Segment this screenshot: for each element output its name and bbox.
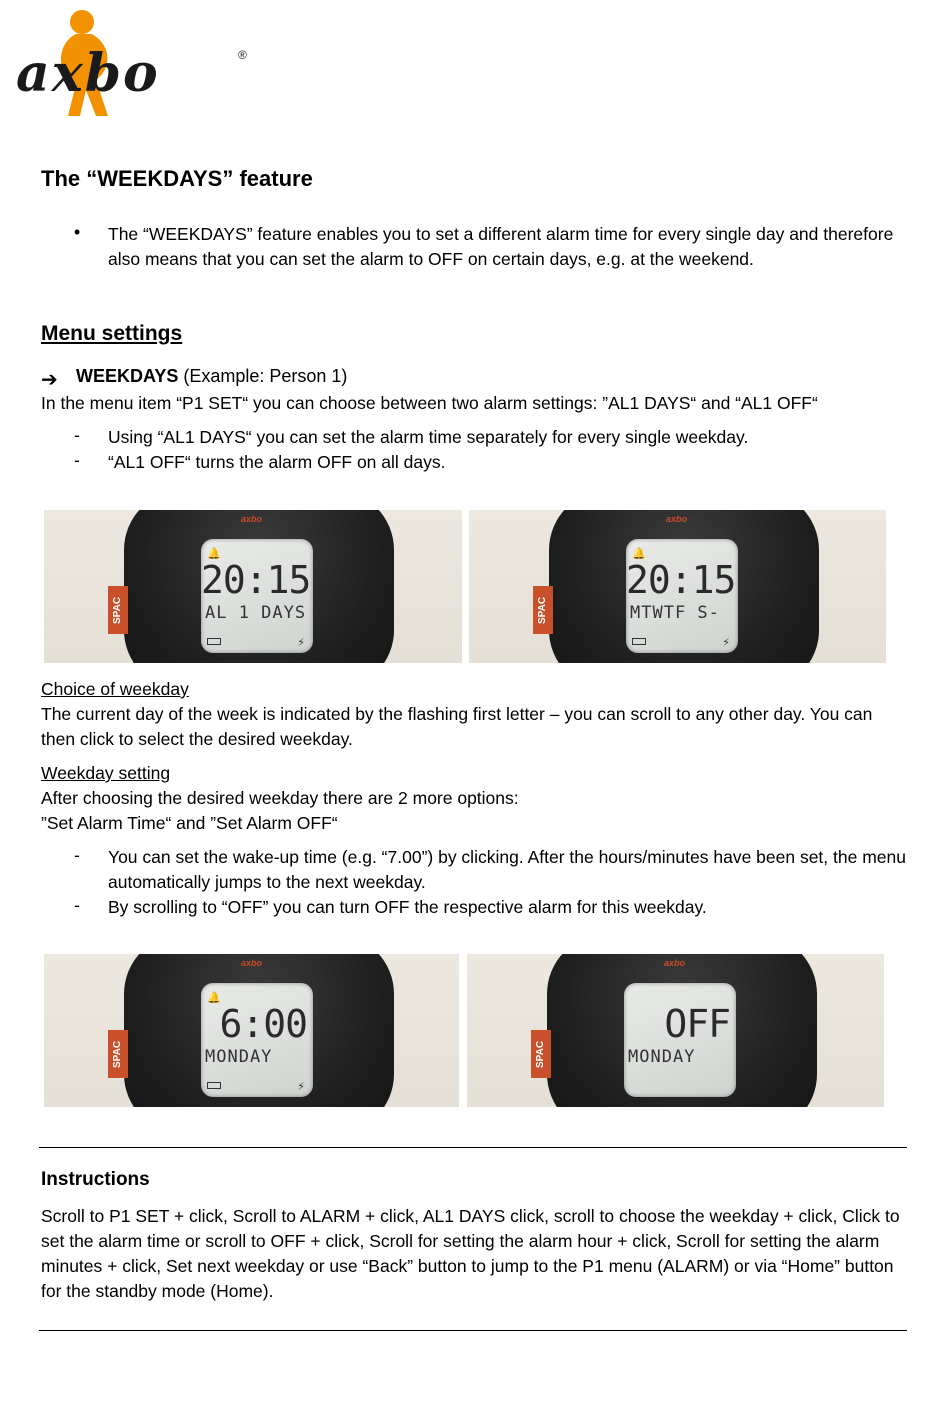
page-title: The “WEEKDAYS” feature: [41, 166, 313, 191]
weekday-setting-heading: Weekday setting: [41, 763, 171, 783]
bolt-icon: ⚡: [722, 637, 730, 649]
device-photo: [44, 510, 462, 663]
lcd-text: MONDAY: [628, 1047, 696, 1067]
menu-point-1: Using “AL1 DAYS“ you can set the alarm time separately for every single weekday.: [108, 427, 749, 447]
weekdays-label: WEEKDAYS: [76, 366, 179, 386]
battery-icon: [207, 1082, 221, 1089]
registered-mark: ®: [238, 48, 247, 62]
dash-marker: -: [74, 895, 80, 915]
axbo-logo: [16, 4, 247, 122]
bell-icon: 🔔: [207, 548, 221, 560]
weekday-setting-line2: ”Set Alarm Time“ and ”Set Alarm OFF“: [41, 813, 338, 833]
choice-weekday-text: The current day of the week is indicated by the flashing first letter – you can scroll to any other day. You can then click to select the desired weekday.: [41, 704, 873, 749]
lcd-display: [201, 983, 313, 1097]
lcd-text: MONDAY: [205, 1047, 273, 1067]
battery-icon: [632, 638, 646, 645]
device-brand: axbo: [664, 958, 686, 968]
device-tag: SPAC: [531, 1030, 551, 1078]
lcd-time: OFF: [664, 1002, 730, 1046]
weekdays-item: [76, 366, 347, 387]
dash-marker: -: [74, 450, 80, 470]
menu-point-2: “AL1 OFF“ turns the alarm OFF on all days.: [108, 452, 446, 472]
menu-description: In the menu item “P1 SET“ you can choose between two alarm settings: ”AL1 DAYS“ and “AL1 OFF“: [41, 393, 818, 413]
weekday-point-2: By scrolling to “OFF” you can turn OFF the respective alarm for this weekday.: [108, 897, 707, 917]
device-brand: axbo: [241, 514, 263, 524]
lcd-time: 20:15: [626, 558, 736, 602]
device-tag: SPAC: [108, 1030, 128, 1078]
device-photo: [467, 954, 884, 1107]
weekdays-example: (Example: Person 1): [178, 366, 348, 386]
intro-text: The “WEEKDAYS” feature enables you to set a different alarm time for every single day and therefore also means that you can set the alarm to OFF on certain days, e.g. at the weekend.: [108, 224, 894, 269]
choice-weekday-heading: Choice of weekday: [41, 679, 189, 699]
bolt-icon: ⚡: [297, 637, 305, 649]
bell-icon: 🔔: [632, 548, 646, 560]
device-tag: SPAC: [108, 586, 128, 634]
instructions-heading: Instructions: [41, 1169, 150, 1190]
battery-icon: [207, 638, 221, 645]
divider: [39, 1330, 907, 1331]
lcd-time: 20:15: [201, 558, 311, 602]
logo-wordmark: axbo: [16, 43, 160, 104]
divider: [39, 1147, 907, 1148]
lcd-time: 6:00: [219, 1002, 307, 1046]
weekday-point-1: You can set the wake-up time (e.g. “7.00”) by clicking. After the hours/minutes have been set, the menu automatically jumps to the next weekday.: [108, 847, 906, 892]
lcd-text: MTWTF S-: [630, 603, 720, 623]
lcd-display: [201, 539, 313, 653]
device-brand: axbo: [241, 958, 263, 968]
lcd-display: [626, 539, 738, 653]
lcd-text: AL 1 DAYS: [205, 603, 307, 623]
device-brand: axbo: [666, 514, 688, 524]
bullet-icon: •: [74, 222, 81, 242]
device-tag: SPAC: [533, 586, 553, 634]
menu-settings-heading: Menu settings: [41, 322, 183, 345]
instructions-text: Scroll to P1 SET + click, Scroll to ALARM + click, AL1 DAYS click, scroll to choose the weekday + click, Click to set the alarm time or scroll to OFF + click, Scroll for setting the alarm hour + click, Scroll for setting the alarm minutes + click, Set next weekday or use “Back” button to jump to the P1 menu (ALARM) or via “Home” button for the standby mode (Home).: [41, 1206, 900, 1301]
dash-marker: -: [74, 425, 80, 445]
weekday-setting-line1: After choosing the desired weekday there are 2 more options:: [41, 788, 519, 808]
bolt-icon: ⚡: [297, 1081, 305, 1093]
bell-icon: 🔔: [207, 992, 221, 1004]
arrow-right-icon: ➔: [41, 369, 58, 391]
lcd-display: [624, 983, 736, 1097]
device-photo: [469, 510, 886, 663]
device-photo: [44, 954, 459, 1107]
dash-marker: -: [74, 845, 80, 865]
